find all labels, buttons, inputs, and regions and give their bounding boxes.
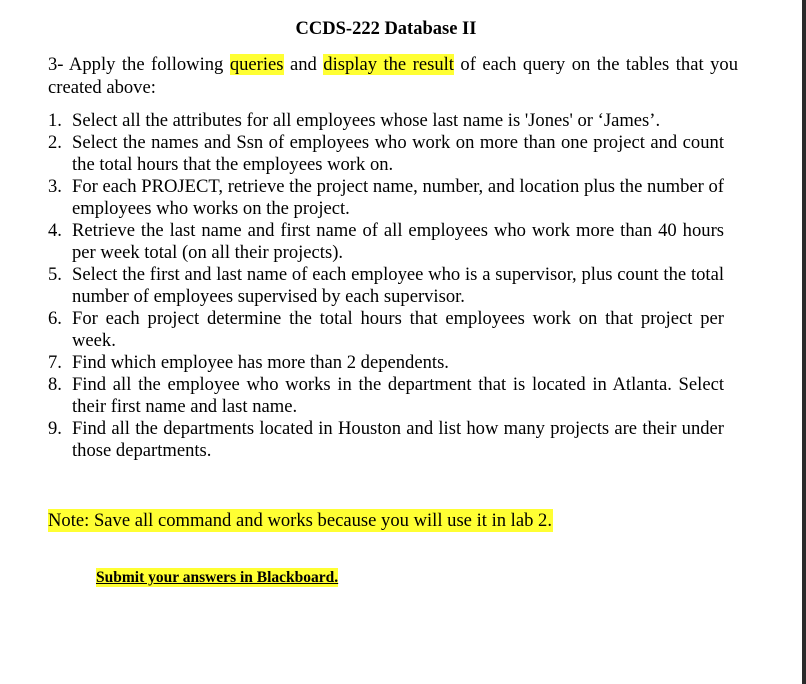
page-right-edge bbox=[802, 0, 806, 684]
intro-text-1: 3- Apply the following bbox=[48, 54, 230, 75]
question-number: 3. bbox=[48, 176, 62, 197]
question-number: 1. bbox=[48, 110, 62, 131]
question-text: Find which employee has more than 2 dependents. bbox=[72, 352, 449, 373]
question-text: For each PROJECT, retrieve the project name, number, and location plus the number of employees who works on the project. bbox=[72, 176, 724, 219]
question-number: 8. bbox=[48, 374, 62, 395]
question-item bbox=[48, 176, 724, 220]
question-item bbox=[48, 110, 724, 132]
question-text: Select the first and last name of each employee who is a supervisor, plus count the total number of employees supervised by each supervisor. bbox=[72, 264, 724, 307]
page-title: CCDS-222 Database II bbox=[295, 19, 477, 39]
save-note: Note: Save all command and works because you will use it in lab 2. bbox=[48, 510, 552, 531]
question-item bbox=[48, 418, 724, 462]
highlight-display-result: display the result bbox=[323, 54, 454, 75]
submit-instruction: Submit your answers in Blackboard. bbox=[96, 569, 339, 586]
question-number: 7. bbox=[48, 352, 62, 373]
question-number: 2. bbox=[48, 132, 62, 153]
question-item bbox=[48, 264, 724, 308]
question-number: 5. bbox=[48, 264, 62, 285]
question-item bbox=[48, 132, 724, 176]
question-text: Find all the employee who works in the department that is located in Atlanta. Select their first name and last name. bbox=[72, 374, 724, 417]
question-number: 6. bbox=[48, 308, 62, 329]
question-number: 4. bbox=[48, 220, 62, 241]
intro-paragraph bbox=[48, 53, 738, 99]
question-item bbox=[48, 374, 724, 418]
question-text: Retrieve the last name and first name of all employees who work more than 40 hours per week total (on all their projects). bbox=[72, 220, 724, 263]
question-number: 9. bbox=[48, 418, 62, 439]
question-text: Find all the departments located in Houston and list how many projects are their under those departments. bbox=[72, 418, 724, 461]
question-item bbox=[48, 220, 724, 264]
question-item bbox=[48, 308, 724, 352]
intro-text-3: of each query on the tables that you created above: bbox=[48, 54, 738, 98]
question-item bbox=[48, 352, 724, 374]
question-text: For each project determine the total hours that employees work on that project per week. bbox=[72, 308, 724, 351]
question-text: Select all the attributes for all employees whose last name is 'Jones' or ‘James’. bbox=[72, 110, 661, 131]
question-text: Select the names and Ssn of employees who work on more than one project and count the total hours that the employees work on. bbox=[72, 132, 724, 175]
intro-text-2: and bbox=[283, 54, 324, 75]
question-list bbox=[48, 110, 724, 462]
highlight-queries: queries bbox=[229, 54, 284, 75]
